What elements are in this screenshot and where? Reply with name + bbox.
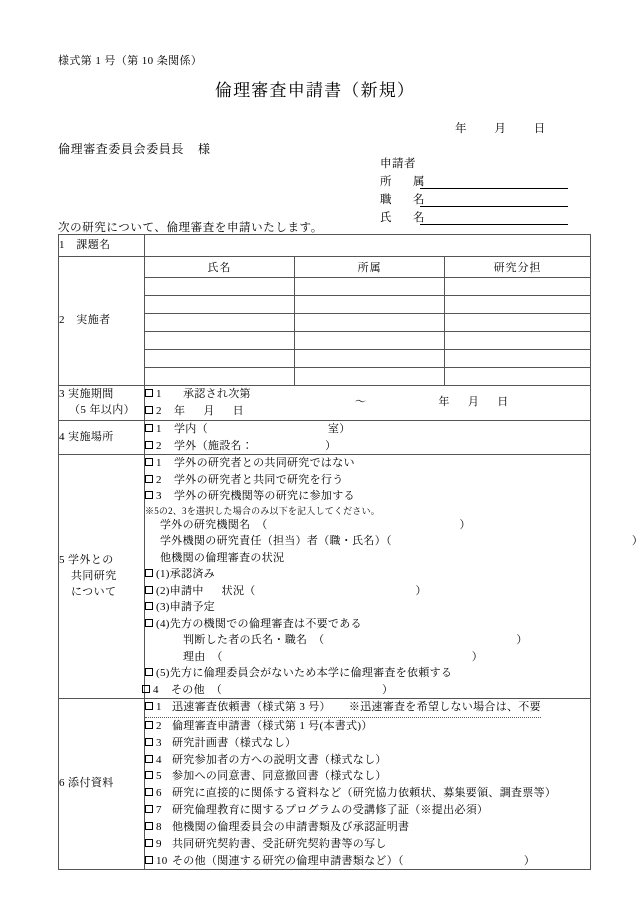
applicant-name-input[interactable] [420, 211, 568, 225]
attachment-4-label: 研究参加者の方への説明文書（様式なし） [172, 753, 387, 766]
date-day-label: 日 [533, 123, 546, 135]
intro-text: 次の研究について、倫理審査を申請いたします。 [58, 222, 323, 234]
collab-institution-close: ） [459, 518, 471, 531]
page-title: 倫理審査申請書（新規） [214, 81, 416, 100]
research-title-input[interactable] [145, 235, 591, 257]
member-affiliation-cell[interactable] [295, 314, 445, 332]
attachment-item-2[interactable] [145, 718, 590, 735]
checkbox-icon[interactable] [145, 586, 153, 594]
applicant-block [380, 155, 568, 227]
collab-other-status-heading: 他機関の倫理審査の状況 [160, 551, 285, 564]
attachment-8-label: 他機関の倫理委員会の申請書類及び承認証明書 [172, 820, 410, 833]
attachment-5-num: 5 [156, 770, 162, 783]
location-option-internal[interactable] [145, 421, 590, 438]
checkbox-icon[interactable] [145, 619, 153, 627]
attachment-10-num: 10 [156, 854, 168, 867]
attachment-6-label: 研究に直接的に関係する資料など（研究協力依頼状、募集要領、調査票等） [172, 787, 557, 800]
location-option2-label: 学外（施設名： [174, 439, 254, 452]
collab-option3-label: 学外の研究機関等の研究に参加する [174, 490, 355, 502]
collab-sub2-label: 申請中 [169, 584, 204, 597]
member-affiliation-cell[interactable] [295, 296, 445, 314]
member-name-cell[interactable] [145, 350, 295, 368]
table-row[interactable] [145, 368, 590, 386]
attachment-8-num: 8 [156, 820, 162, 833]
table-row[interactable] [145, 332, 590, 350]
row-label-members: 2 実施者 [59, 257, 145, 386]
applicant-heading: 申請者 [380, 158, 416, 170]
members-col-role: 研究分担 [445, 257, 590, 278]
period-option2-num: 2 [156, 404, 162, 417]
collab-option-joint[interactable] [145, 472, 590, 489]
collab-institution-label: 学外の研究機関名 （ [160, 518, 268, 531]
collab-sub2-num: (2) [156, 584, 170, 597]
period-cell [145, 386, 591, 421]
attachment-9-num: 9 [156, 837, 162, 850]
attachment-7-label: 研究倫理教育に関するプログラムの受講修了証（※提出必須） [172, 804, 489, 817]
collab-sub1-label: 承認済み [169, 568, 215, 581]
checkbox-icon[interactable] [142, 685, 150, 693]
attachment-item-8[interactable] [145, 819, 590, 836]
attachment-item-6[interactable] [145, 785, 590, 802]
collab-status-not-required[interactable] [145, 616, 590, 633]
checkbox-icon[interactable] [145, 788, 153, 796]
table-row-period [59, 386, 591, 421]
member-name-cell[interactable] [145, 332, 295, 350]
collab-option-none[interactable] [145, 455, 590, 472]
checkbox-icon[interactable] [145, 738, 153, 746]
attachment-4-num: 4 [156, 753, 162, 766]
attachment-item-9[interactable] [145, 836, 590, 853]
collab-institution-field[interactable] [145, 517, 590, 534]
period-start-day: 日 [232, 404, 244, 417]
checkbox-icon[interactable] [145, 771, 153, 779]
collab-sub2-field-label: 状況（ [221, 584, 256, 597]
applicant-name-row [380, 209, 568, 225]
attachment-1-note: ※迅速審査を希望しない場合は、不要 [348, 701, 541, 714]
collab-reason-label: 理由 （ [183, 650, 223, 663]
collab-sub4-label: 先方の機関での倫理審査は不要である [169, 617, 362, 630]
addressee-title: 倫理審査委員会委員長 [58, 142, 185, 156]
attachment-1-label: 迅速審査依頼書（様式第 3 号） [172, 701, 331, 714]
location-option-external[interactable] [145, 438, 590, 455]
period-end-group [355, 394, 509, 410]
collab-judge-label: 判断した者の氏名・職名 （ [183, 634, 325, 647]
period-option1-num: 1 [156, 388, 162, 400]
location-option2-num: 2 [156, 439, 162, 452]
checkbox-icon[interactable] [145, 458, 153, 466]
applicant-name-label: 氏 名 [380, 212, 430, 224]
checkbox-icon[interactable] [145, 822, 153, 830]
applicant-position-row [380, 191, 568, 207]
attachment-2-label: 倫理審査申請書（様式第 1 号(本書式)） [172, 719, 373, 732]
collab-sub1-num: (1) [156, 568, 170, 581]
checkbox-icon[interactable] [145, 702, 153, 710]
member-name-cell[interactable] [145, 314, 295, 332]
member-role-cell[interactable] [445, 314, 590, 332]
member-name-cell[interactable] [145, 278, 295, 296]
location-option1-label: 学内（ [174, 423, 208, 435]
attachment-item-1[interactable] [145, 699, 590, 718]
checkbox-icon[interactable] [145, 668, 153, 676]
collab-option2-label: 学外の研究者と共同で研究を行う [174, 473, 344, 486]
collaboration-cell [145, 455, 643, 699]
row-label-collab-line1: 5 学外との [59, 553, 114, 566]
table-row[interactable] [145, 278, 590, 296]
collab-judge-close: ） [516, 634, 528, 647]
collab-leader-close: ） [631, 535, 643, 548]
table-row[interactable] [145, 314, 590, 332]
form-number: 様式第 1 号（第 10 条関係） [58, 55, 203, 67]
attachments-cell [145, 699, 591, 870]
row-label-period-line1: 3 実施期間 [59, 388, 114, 401]
checkbox-icon[interactable] [145, 839, 153, 847]
checkbox-icon[interactable] [145, 569, 153, 577]
applicant-affiliation-input[interactable] [420, 175, 568, 189]
checkbox-icon[interactable] [145, 805, 153, 813]
table-row-members [59, 257, 591, 386]
attachment-7-num: 7 [156, 804, 162, 817]
checkbox-icon[interactable] [145, 406, 153, 414]
applicant-affiliation-label: 所 属 [380, 176, 430, 188]
row-label-collab-line2: 共同研究 [71, 569, 117, 582]
member-role-cell[interactable] [445, 278, 590, 296]
attachment-item-10[interactable] [145, 853, 590, 870]
addressee [58, 140, 211, 157]
addressee-honorific: 様 [198, 142, 211, 156]
submission-date-line [455, 120, 546, 136]
collab-reason-field[interactable] [145, 649, 590, 666]
collab-status-planned[interactable] [145, 599, 590, 616]
collab-option2-num: 2 [156, 473, 162, 486]
members-header-row [145, 257, 590, 278]
attachment-1-num: 1 [156, 701, 162, 714]
table-row-attachments [59, 699, 591, 870]
checkbox-icon[interactable] [145, 424, 153, 432]
checkbox-icon[interactable] [145, 602, 153, 610]
attachment-item-7[interactable] [145, 802, 590, 819]
member-affiliation-cell[interactable] [295, 278, 445, 296]
applicant-affiliation-row [380, 173, 568, 189]
member-role-cell[interactable] [445, 296, 590, 314]
period-end-year: 年 [438, 396, 450, 408]
collab-status-request-own[interactable] [145, 665, 590, 682]
row-label-collab-line3: について [71, 585, 117, 598]
period-end-day: 日 [497, 396, 509, 408]
location-option2-suffix: ） [325, 439, 337, 452]
attachment-2-num: 2 [156, 719, 162, 732]
attachment-6-num: 6 [156, 787, 162, 800]
date-year-label: 年 [455, 123, 467, 135]
row-label-location: 4 実施場所 [59, 421, 145, 455]
checkbox-icon[interactable] [145, 389, 153, 397]
collab-option1-num: 1 [156, 457, 162, 469]
attachment-item-4[interactable] [145, 752, 590, 769]
attachment-item-3[interactable] [145, 735, 590, 752]
collab-option4-close: ） [382, 683, 394, 696]
row-label-collaboration [59, 455, 145, 699]
member-role-cell[interactable] [445, 368, 590, 386]
collab-option-other[interactable] [142, 682, 590, 699]
application-form-table [58, 234, 643, 870]
collab-option4-num: 4 [153, 683, 159, 696]
attachment-10-note: ） [523, 854, 536, 867]
collab-status-approved[interactable] [145, 566, 590, 583]
collab-sub4-num: (4) [156, 617, 170, 630]
collab-judge-field[interactable] [145, 632, 590, 649]
member-name-cell[interactable] [145, 368, 295, 386]
collab-option4-label: その他 （ [171, 683, 222, 696]
attachment-9-label: 共同研究契約書、受託研究契約書等の写し [172, 837, 387, 850]
period-option1-label: 承認され次第 [183, 388, 251, 400]
location-cell [145, 421, 591, 455]
member-affiliation-cell[interactable] [295, 368, 445, 386]
period-range-mark: 〜 [355, 396, 367, 408]
collab-sub5-label: 先方に倫理委員会がないため本学に倫理審査を依頼する [169, 667, 453, 680]
members-col-name: 氏名 [145, 257, 295, 278]
location-option1-num: 1 [156, 423, 162, 435]
checkbox-icon[interactable] [145, 856, 153, 864]
collab-sub5-num: (5) [156, 667, 170, 680]
location-option1-suffix: 室） [327, 423, 351, 435]
period-start-month: 月 [203, 404, 215, 417]
table-row-collaboration [59, 455, 591, 699]
table-row-title [59, 235, 591, 257]
row-label-period [59, 386, 145, 421]
attachment-3-label: 研究計画書（様式なし） [172, 736, 297, 749]
row-label-attachments: 6 添付資料 [59, 699, 145, 870]
table-row-location [59, 421, 591, 455]
member-name-cell[interactable] [145, 296, 295, 314]
checkbox-icon[interactable] [145, 475, 153, 483]
collab-status-applying[interactable] [145, 583, 590, 600]
row-label-title: 1 課題名 [59, 235, 145, 257]
member-affiliation-cell[interactable] [295, 332, 445, 350]
collab-sub3-num: (3) [156, 601, 170, 614]
collab-leader-field[interactable] [145, 533, 643, 550]
member-role-cell[interactable] [445, 350, 590, 368]
attachment-5-label: 参加への同意書、同意撤回書（様式なし） [172, 770, 387, 783]
collab-option1-label: 学外の研究者との共同研究ではない [174, 457, 355, 469]
member-role-cell[interactable] [445, 332, 590, 350]
collab-sub3-label: 申請予定 [169, 601, 215, 614]
collab-sub2-close: ） [415, 584, 427, 597]
members-col-affiliation: 所属 [295, 257, 445, 278]
applicant-position-label: 職 名 [380, 194, 430, 206]
attachment-10-label: その他（関連する研究の倫理申請書類など）（ [172, 854, 404, 867]
applicant-position-input[interactable] [420, 193, 568, 207]
collab-leader-label: 学外機関の研究責任（担当）者（職・氏名）（ [160, 535, 392, 548]
checkbox-icon[interactable] [145, 491, 153, 499]
collab-reason-close: ） [471, 650, 484, 663]
attachment-3-num: 3 [156, 736, 162, 749]
row-label-period-line2: （5 年以内） [69, 404, 136, 416]
period-start-year: 年 [174, 404, 186, 417]
checkbox-icon[interactable] [145, 441, 153, 449]
collab-note: ※5の2、3を選択した場合のみ以下を記入してください。 [145, 505, 380, 516]
members-grid-cell [145, 257, 591, 386]
attachment-item-5[interactable] [145, 768, 590, 785]
member-affiliation-cell[interactable] [295, 350, 445, 368]
collab-option3-num: 3 [156, 490, 162, 502]
checkbox-icon[interactable] [145, 721, 153, 729]
period-end-month: 月 [467, 396, 480, 408]
date-month-label: 月 [494, 123, 507, 135]
members-table [145, 257, 590, 385]
collab-option-participate[interactable] [145, 488, 590, 505]
table-row[interactable] [145, 350, 590, 368]
checkbox-icon[interactable] [145, 755, 153, 763]
table-row[interactable] [145, 296, 590, 314]
